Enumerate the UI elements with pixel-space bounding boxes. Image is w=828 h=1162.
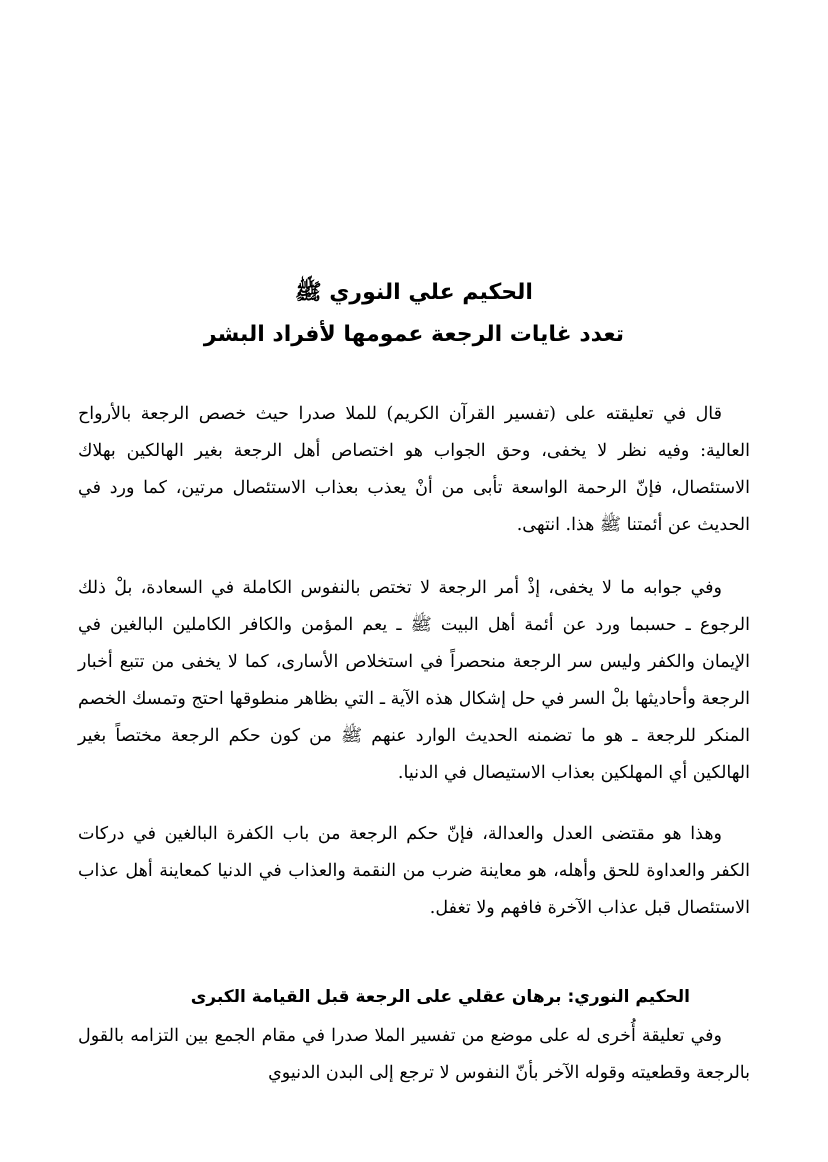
chapter-title: الحكيم علي النوري ﷺ [295, 280, 533, 305]
paragraph-3: وهذا هو مقتضى العدل والعدالة، فإنّ حكم الرجعة من باب الكفرة البالغين في دركات الكفر والعداوة للحق وأهله، هو معاينة ضرب من النقمة والعذاب في الدنيا كمعاينة أهل عذاب الاستئصال قبل عذاب الآخرة فافهم ولا تغفل. [78, 824, 750, 918]
paragraph-1: قال في تعليقته على (تفسير القرآن الكريم) للملا صدرا حيث خصص الرجعة بالأرواح العالية: وفيه نظر لا يخفى، وحق الجواب هو اختصاص أهل الرجعة بغير الهالكين بهلاك الاستئصال، فإنّ الرحمة الواسعة تأبى من أنْ يعذب بعذاب الاستئصال مرتين، كما ورد في الحديث عن أئمتنا ﷺ هذا. انتهى. [78, 404, 750, 535]
paragraph-2: وفي جوابه ما لا يخفى، إذْ أمر الرجعة لا تختص بالنفوس الكاملة في السعادة، بلْ ذلك الرجوع ـ حسبما ورد عن أئمة أهل البيت ﷺ ـ يعم المؤمن والكافر الكاملين البالغين في الإيمان والكفر وليس سر الرجعة منحصراً في استخلاص الأسارى، كما لا يخفى من تتبع أخبار الرجعة وأحاديثها بلْ السر في حل إشكال هذه الآية ـ التي بظاهر منطوقها احتج وتمسك الخصم المنكر للرجعة ـ هو ما تضمنه الحديث الوارد عنهم ﷺ من كون حكم الرجعة مختصاً بغير الهالكين أي المهلكين بعذاب الاستيصال في الدنيا. [78, 578, 750, 783]
paragraph-4: وفي تعليقة أُخرى له على موضع من تفسير الملا صدرا في مقام الجمع بين التزامه بالقول بالرجعة وقطعيته وقوله الآخر بأنّ النفوس لا ترجع إلى البدن الدنيوي [78, 1026, 750, 1083]
chapter-subtitle: تعدد غايات الرجعة عمومها لأفراد البشر [203, 322, 625, 347]
section-heading: الحكيم النوري: برهان عقلي على الرجعة قبل القيامة الكبرى [190, 987, 690, 1007]
